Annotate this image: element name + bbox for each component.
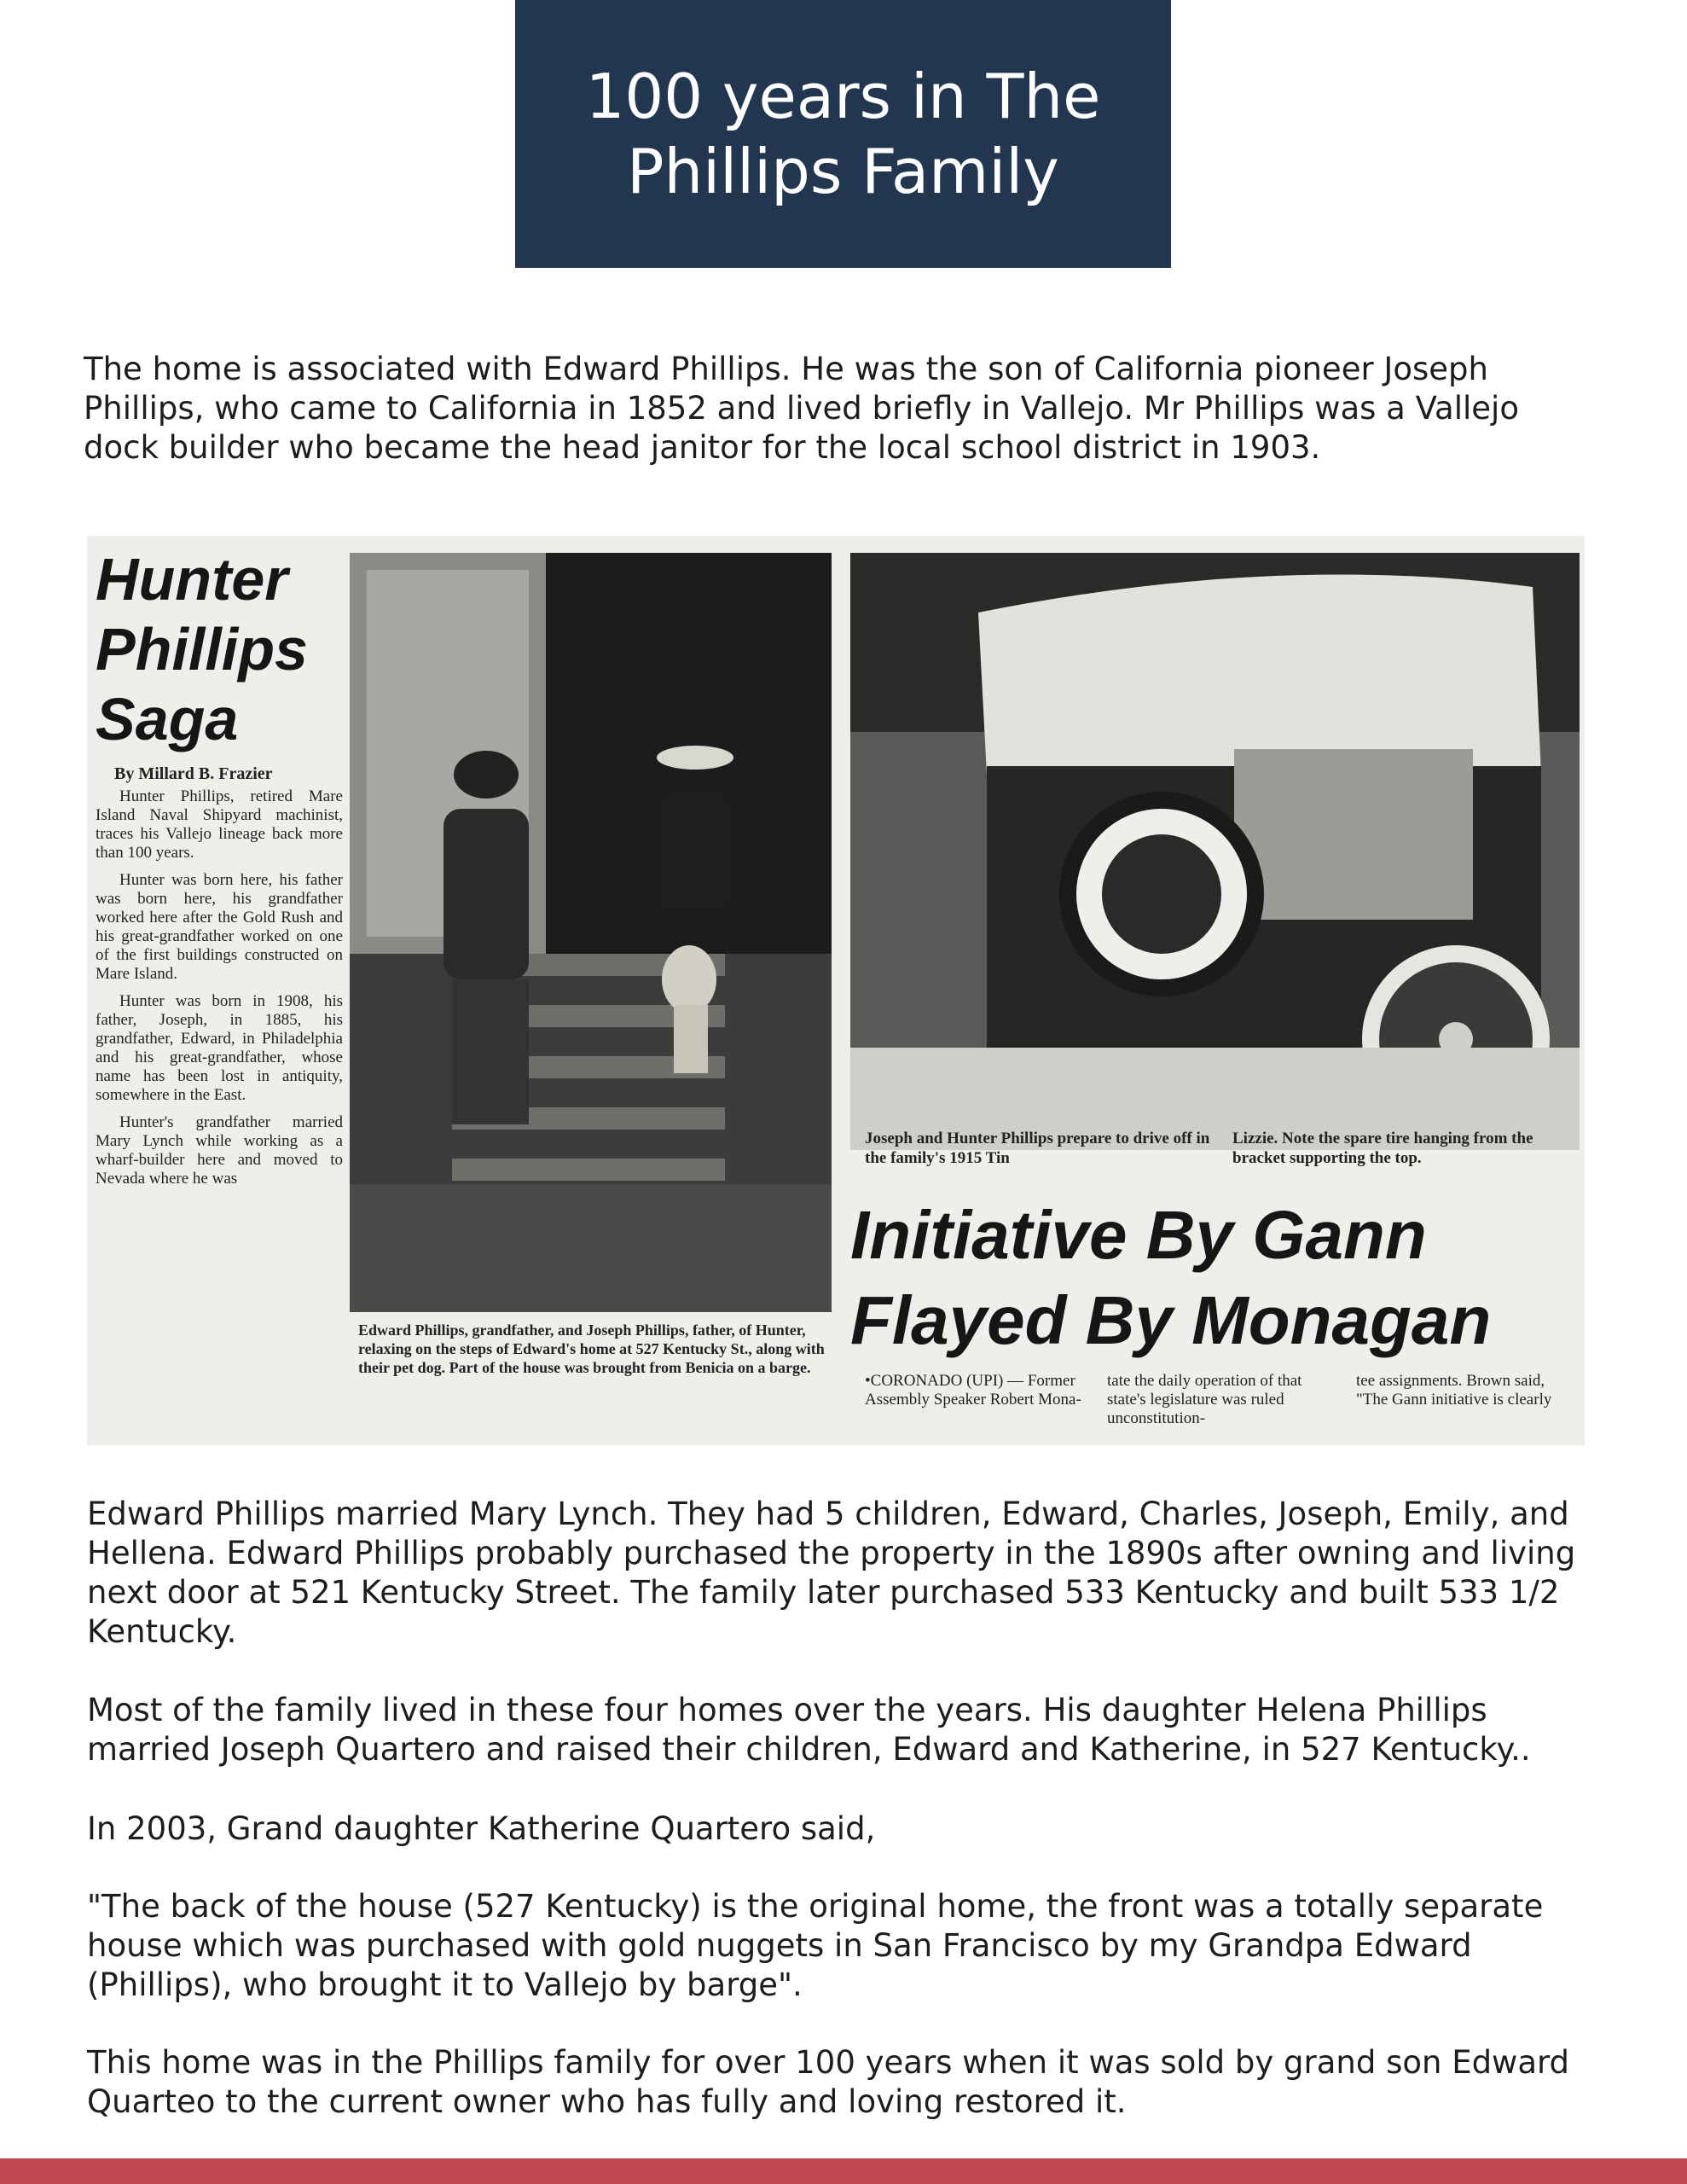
body-paragraph-family: Most of the family lived in these four homes over the years. His daughter Helena Phillips married Joseph Quartero and raised their children, Edward and Katherine, in 527 Kentucky.. — [87, 1692, 1531, 1768]
article-headline-gann: Initiative By Gann Flayed By Monagan — [850, 1197, 1492, 1358]
column-paragraph: Hunter was born here, his father was born here, his grandfather worked here after the Gold Rush and his great-grandfather worked on one of the first buildings constructed on Mare Island. — [96, 871, 343, 983]
column-paragraph: Hunter Phillips, retired Mare Island Naval Shipyard machinist, traces his Vallejo lineage back more than 100 years. — [96, 787, 343, 862]
photo1-caption: Edward Phillips, grandfather, and Joseph Phillips, father, of Hunter, relaxing on the steps of Edward's home at 527 Kentucky St., along with their pet dog. Part of the house was brought from Benicia on a barge. — [358, 1321, 825, 1376]
article-headline-hunter: Hunter Phillips Saga — [96, 546, 308, 752]
column-paragraph: Hunter was born in 1908, his father, Joseph, in 1885, his grandfather, Edward, in Philadelphia and his great-grandfather, whose name has been lost in antiquity, somewhere in the East. — [96, 992, 343, 1104]
column-paragraph: Hunter's grandfather married Mary Lynch while working as a wharf-builder here and moved to Nevada where he was — [96, 1113, 343, 1188]
article-column-text — [96, 787, 343, 1188]
article-column-left — [96, 544, 343, 1445]
body-paragraph-quote: "The back of the house (527 Kentucky) is the original home, the front was a totally separate house which was purchased with gold nuggets in San Francisco by my Grandpa Edward (Phillips), who brought it to Vallejo by barge". — [87, 1888, 1544, 2003]
news-column-2: tate the daily operation of that state's legislature was ruled unconstitution- — [1107, 1372, 1302, 1427]
photo-tin-lizzie — [850, 553, 1580, 1150]
footer-bar — [0, 2158, 1687, 2184]
news-column-3: tee assignments. Brown said, "The Gann initiative is clearly — [1356, 1372, 1552, 1409]
news-column-1: •CORONADO (UPI) — Former Assembly Speaker Robert Mona- — [865, 1372, 1081, 1409]
page-title-line1: 100 years in The — [585, 61, 1101, 132]
photo2-caption-right: Lizzie. Note the spare tire hanging from the bracket supporting the top. — [1232, 1130, 1533, 1167]
photo-porch-steps — [350, 553, 832, 1312]
photo-car-illustration — [850, 553, 1580, 1150]
page-title-line2: Phillips Family — [627, 136, 1059, 207]
photo-porch-illustration — [350, 553, 832, 1312]
intro-paragraph: The home is associated with Edward Phillips. He was the son of California pioneer Joseph Phillips, who came to California in 1852 and lived briefly in Vallejo. Mr Phillips was a Vallejo dock builder who became the head janitor for the local school district in 1903. — [84, 351, 1519, 466]
article-byline: By Millard B. Frazier — [114, 764, 273, 783]
page-title — [515, 0, 1171, 268]
body-paragraph-2003: In 2003, Grand daughter Katherine Quartero said, — [87, 1810, 876, 1847]
body-paragraph-children: Edward Phillips married Mary Lynch. They had 5 children, Edward, Charles, Joseph, Emily, and Hellena. Edward Phillips probably purchased the property in the 1890s after owning and living next door at 521 Kentucky Street. The family later purchased 533 Kentucky and built 533 1/2 Kentucky. — [87, 1496, 1576, 1650]
photo2-caption-left: Joseph and Hunter Phillips prepare to drive off in the family's 1915 Tin — [865, 1130, 1210, 1167]
body-paragraph-closing: This home was in the Phillips family for over 100 years when it was sold by grand son Edward Quarteo to the current owner who has fully and loving restored it. — [87, 2044, 1570, 2120]
newspaper-clipping — [87, 536, 1585, 1445]
